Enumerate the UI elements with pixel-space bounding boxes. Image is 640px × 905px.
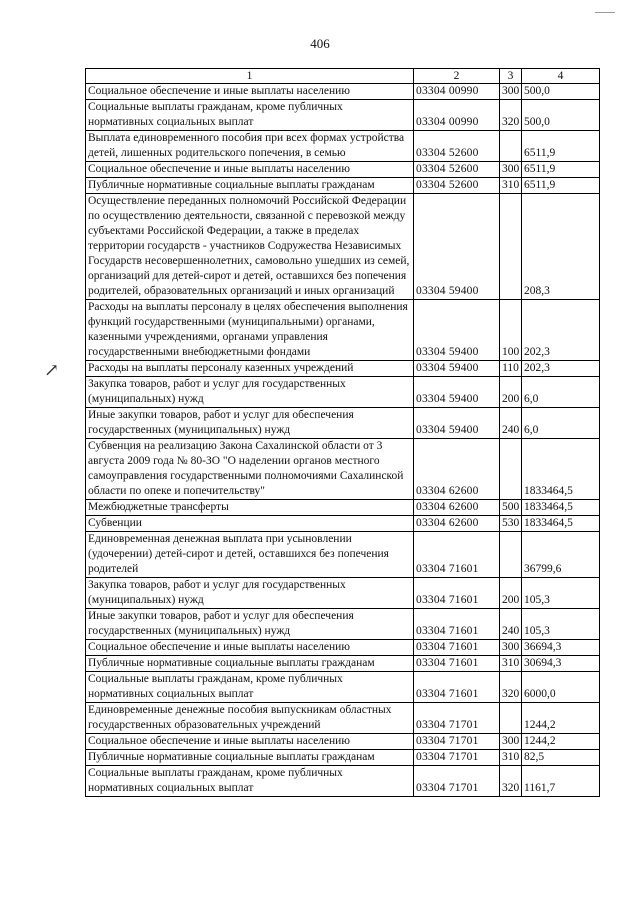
row-amount-cell: 6511,9 bbox=[522, 178, 600, 194]
row-target-article-cell: 03304 62600 bbox=[414, 500, 500, 516]
table-row bbox=[86, 609, 600, 640]
table-row bbox=[86, 500, 600, 516]
row-target-article-cell: 03304 59400 bbox=[414, 408, 500, 439]
row-target-article-cell: 03304 71601 bbox=[414, 672, 500, 703]
row-amount-cell: 30694,3 bbox=[522, 656, 600, 672]
header-col-4: 4 bbox=[522, 69, 600, 84]
table-row bbox=[86, 439, 600, 500]
row-expense-type-cell: 240 bbox=[500, 609, 522, 640]
table-row bbox=[86, 377, 600, 408]
table-row bbox=[86, 162, 600, 178]
row-amount-cell: 500,0 bbox=[522, 100, 600, 131]
row-target-article-cell: 03304 71601 bbox=[414, 640, 500, 656]
row-name-cell: Единовременная денежная выплата при усыновлении (удочерении) детей-сирот и детей, оставшихся без попечения родителей bbox=[86, 532, 414, 578]
row-amount-cell: 208,3 bbox=[522, 194, 600, 300]
row-amount-cell: 105,3 bbox=[522, 578, 600, 609]
row-expense-type-cell bbox=[500, 703, 522, 734]
row-amount-cell: 1244,2 bbox=[522, 734, 600, 750]
table-row bbox=[86, 640, 600, 656]
row-expense-type-cell: 530 bbox=[500, 516, 522, 532]
table-row bbox=[86, 361, 600, 377]
row-target-article-cell: 03304 59400 bbox=[414, 300, 500, 361]
row-name-cell: Социальное обеспечение и иные выплаты населению bbox=[86, 640, 414, 656]
row-amount-cell: 6511,9 bbox=[522, 162, 600, 178]
row-target-article-cell: 03304 71701 bbox=[414, 734, 500, 750]
table-row bbox=[86, 766, 600, 797]
row-name-cell: Иные закупки товаров, работ и услуг для обеспечения государственных (муниципальных) нужд bbox=[86, 609, 414, 640]
row-name-cell: Публичные нормативные социальные выплаты гражданам bbox=[86, 178, 414, 194]
table-row bbox=[86, 300, 600, 361]
header-col-1: 1 bbox=[86, 69, 414, 84]
row-name-cell: Социальные выплаты гражданам, кроме публичных нормативных социальных выплат bbox=[86, 672, 414, 703]
row-target-article-cell: 03304 62600 bbox=[414, 439, 500, 500]
row-amount-cell: 105,3 bbox=[522, 609, 600, 640]
row-expense-type-cell: 200 bbox=[500, 377, 522, 408]
row-expense-type-cell: 320 bbox=[500, 766, 522, 797]
row-expense-type-cell: 300 bbox=[500, 734, 522, 750]
row-expense-type-cell: 500 bbox=[500, 500, 522, 516]
row-target-article-cell: 03304 52600 bbox=[414, 162, 500, 178]
row-amount-cell: 82,5 bbox=[522, 750, 600, 766]
row-amount-cell: 6,0 bbox=[522, 377, 600, 408]
row-expense-type-cell: 300 bbox=[500, 640, 522, 656]
row-name-cell: Социальные выплаты гражданам, кроме публичных нормативных социальных выплат bbox=[86, 766, 414, 797]
row-name-cell: Социальное обеспечение и иные выплаты населению bbox=[86, 84, 414, 100]
row-amount-cell: 6511,9 bbox=[522, 131, 600, 162]
row-name-cell: Единовременные денежные пособия выпускникам областных государственных образовательных учреждений bbox=[86, 703, 414, 734]
table-row bbox=[86, 672, 600, 703]
row-amount-cell: 36799,6 bbox=[522, 532, 600, 578]
row-target-article-cell: 03304 71601 bbox=[414, 578, 500, 609]
row-name-cell: Субвенция на реализацию Закона Сахалинской области от 3 августа 2009 года № 80-ЗО "О наделении органов местного самоуправления государственными полномочиями Сахалинской области по опеке и попечительству" bbox=[86, 439, 414, 500]
row-name-cell: Социальные выплаты гражданам, кроме публичных нормативных социальных выплат bbox=[86, 100, 414, 131]
row-expense-type-cell: 300 bbox=[500, 84, 522, 100]
row-expense-type-cell: 310 bbox=[500, 656, 522, 672]
table-row bbox=[86, 131, 600, 162]
row-expense-type-cell: 320 bbox=[500, 672, 522, 703]
header-col-3: 3 bbox=[500, 69, 522, 84]
row-expense-type-cell: 240 bbox=[500, 408, 522, 439]
row-target-article-cell: 03304 71701 bbox=[414, 703, 500, 734]
row-target-article-cell: 03304 59400 bbox=[414, 194, 500, 300]
row-name-cell: Осуществление переданных полномочий Российской Федерации по осуществлению деятельности, связанной с перевозкой между субъектами Российской Федерации, а также в пределах территории государств - участников Содружества Независимых Государств несовершеннолетних, самовольно ушедших из семей, организаций для детей-сирот и детей, оставшихся без попечения родителей, образовательных организаций и иных организаций bbox=[86, 194, 414, 300]
row-name-cell: Социальное обеспечение и иные выплаты населению bbox=[86, 162, 414, 178]
row-amount-cell: 6000,0 bbox=[522, 672, 600, 703]
row-amount-cell: 6,0 bbox=[522, 408, 600, 439]
row-amount-cell: 500,0 bbox=[522, 84, 600, 100]
row-target-article-cell: 03304 00990 bbox=[414, 84, 500, 100]
row-amount-cell: 202,3 bbox=[522, 300, 600, 361]
row-expense-type-cell: 200 bbox=[500, 578, 522, 609]
row-name-cell: Закупка товаров, работ и услуг для государственных (муниципальных) нужд bbox=[86, 578, 414, 609]
row-expense-type-cell: 110 bbox=[500, 361, 522, 377]
row-target-article-cell: 03304 00990 bbox=[414, 100, 500, 131]
table-row bbox=[86, 750, 600, 766]
row-amount-cell: 1244,2 bbox=[522, 703, 600, 734]
handwritten-margin-mark: ↗ bbox=[44, 360, 60, 380]
budget-table bbox=[85, 68, 600, 797]
row-name-cell: Социальное обеспечение и иные выплаты населению bbox=[86, 734, 414, 750]
table-header-row bbox=[86, 69, 600, 84]
row-name-cell: Публичные нормативные социальные выплаты гражданам bbox=[86, 656, 414, 672]
row-target-article-cell: 03304 52600 bbox=[414, 178, 500, 194]
row-expense-type-cell bbox=[500, 532, 522, 578]
row-target-article-cell: 03304 71601 bbox=[414, 656, 500, 672]
row-target-article-cell: 03304 71701 bbox=[414, 750, 500, 766]
row-expense-type-cell bbox=[500, 131, 522, 162]
row-amount-cell: 202,3 bbox=[522, 361, 600, 377]
row-target-article-cell: 03304 59400 bbox=[414, 361, 500, 377]
header-col-2: 2 bbox=[414, 69, 500, 84]
row-amount-cell: 36694,3 bbox=[522, 640, 600, 656]
row-amount-cell: 1833464,5 bbox=[522, 500, 600, 516]
row-expense-type-cell: 320 bbox=[500, 100, 522, 131]
row-expense-type-cell: 100 bbox=[500, 300, 522, 361]
row-name-cell: Субвенции bbox=[86, 516, 414, 532]
row-target-article-cell: 03304 59400 bbox=[414, 377, 500, 408]
table-row bbox=[86, 516, 600, 532]
row-expense-type-cell: 310 bbox=[500, 178, 522, 194]
row-name-cell: Закупка товаров, работ и услуг для государственных (муниципальных) нужд bbox=[86, 377, 414, 408]
page-top-rule bbox=[595, 12, 615, 13]
table-row bbox=[86, 194, 600, 300]
row-target-article-cell: 03304 71601 bbox=[414, 532, 500, 578]
row-target-article-cell: 03304 52600 bbox=[414, 131, 500, 162]
row-expense-type-cell bbox=[500, 194, 522, 300]
row-amount-cell: 1833464,5 bbox=[522, 516, 600, 532]
table-row bbox=[86, 734, 600, 750]
row-name-cell: Расходы на выплаты персоналу в целях обеспечения выполнения функций государственными (муниципальными) органами, казенными учреждениями, органами управления государственными внебюджетными фондами bbox=[86, 300, 414, 361]
row-name-cell: Иные закупки товаров, работ и услуг для обеспечения государственных (муниципальных) нужд bbox=[86, 408, 414, 439]
table-row bbox=[86, 703, 600, 734]
table-row bbox=[86, 178, 600, 194]
table-row bbox=[86, 532, 600, 578]
row-expense-type-cell: 310 bbox=[500, 750, 522, 766]
table-row bbox=[86, 100, 600, 131]
row-name-cell: Межбюджетные трансферты bbox=[86, 500, 414, 516]
table-body bbox=[86, 84, 600, 797]
table-row bbox=[86, 578, 600, 609]
row-target-article-cell: 03304 71601 bbox=[414, 609, 500, 640]
row-expense-type-cell bbox=[500, 439, 522, 500]
row-name-cell: Расходы на выплаты персоналу казенных учреждений bbox=[86, 361, 414, 377]
row-amount-cell: 1833464,5 bbox=[522, 439, 600, 500]
page-number: 406 bbox=[310, 36, 330, 51]
row-name-cell: Публичные нормативные социальные выплаты гражданам bbox=[86, 750, 414, 766]
table-row bbox=[86, 408, 600, 439]
table-row bbox=[86, 84, 600, 100]
row-name-cell: Выплата единовременного пособия при всех формах устройства детей, лишенных родительского попечения, в семью bbox=[86, 131, 414, 162]
table-row bbox=[86, 656, 600, 672]
row-expense-type-cell: 300 bbox=[500, 162, 522, 178]
row-target-article-cell: 03304 71701 bbox=[414, 766, 500, 797]
row-amount-cell: 1161,7 bbox=[522, 766, 600, 797]
row-target-article-cell: 03304 62600 bbox=[414, 516, 500, 532]
